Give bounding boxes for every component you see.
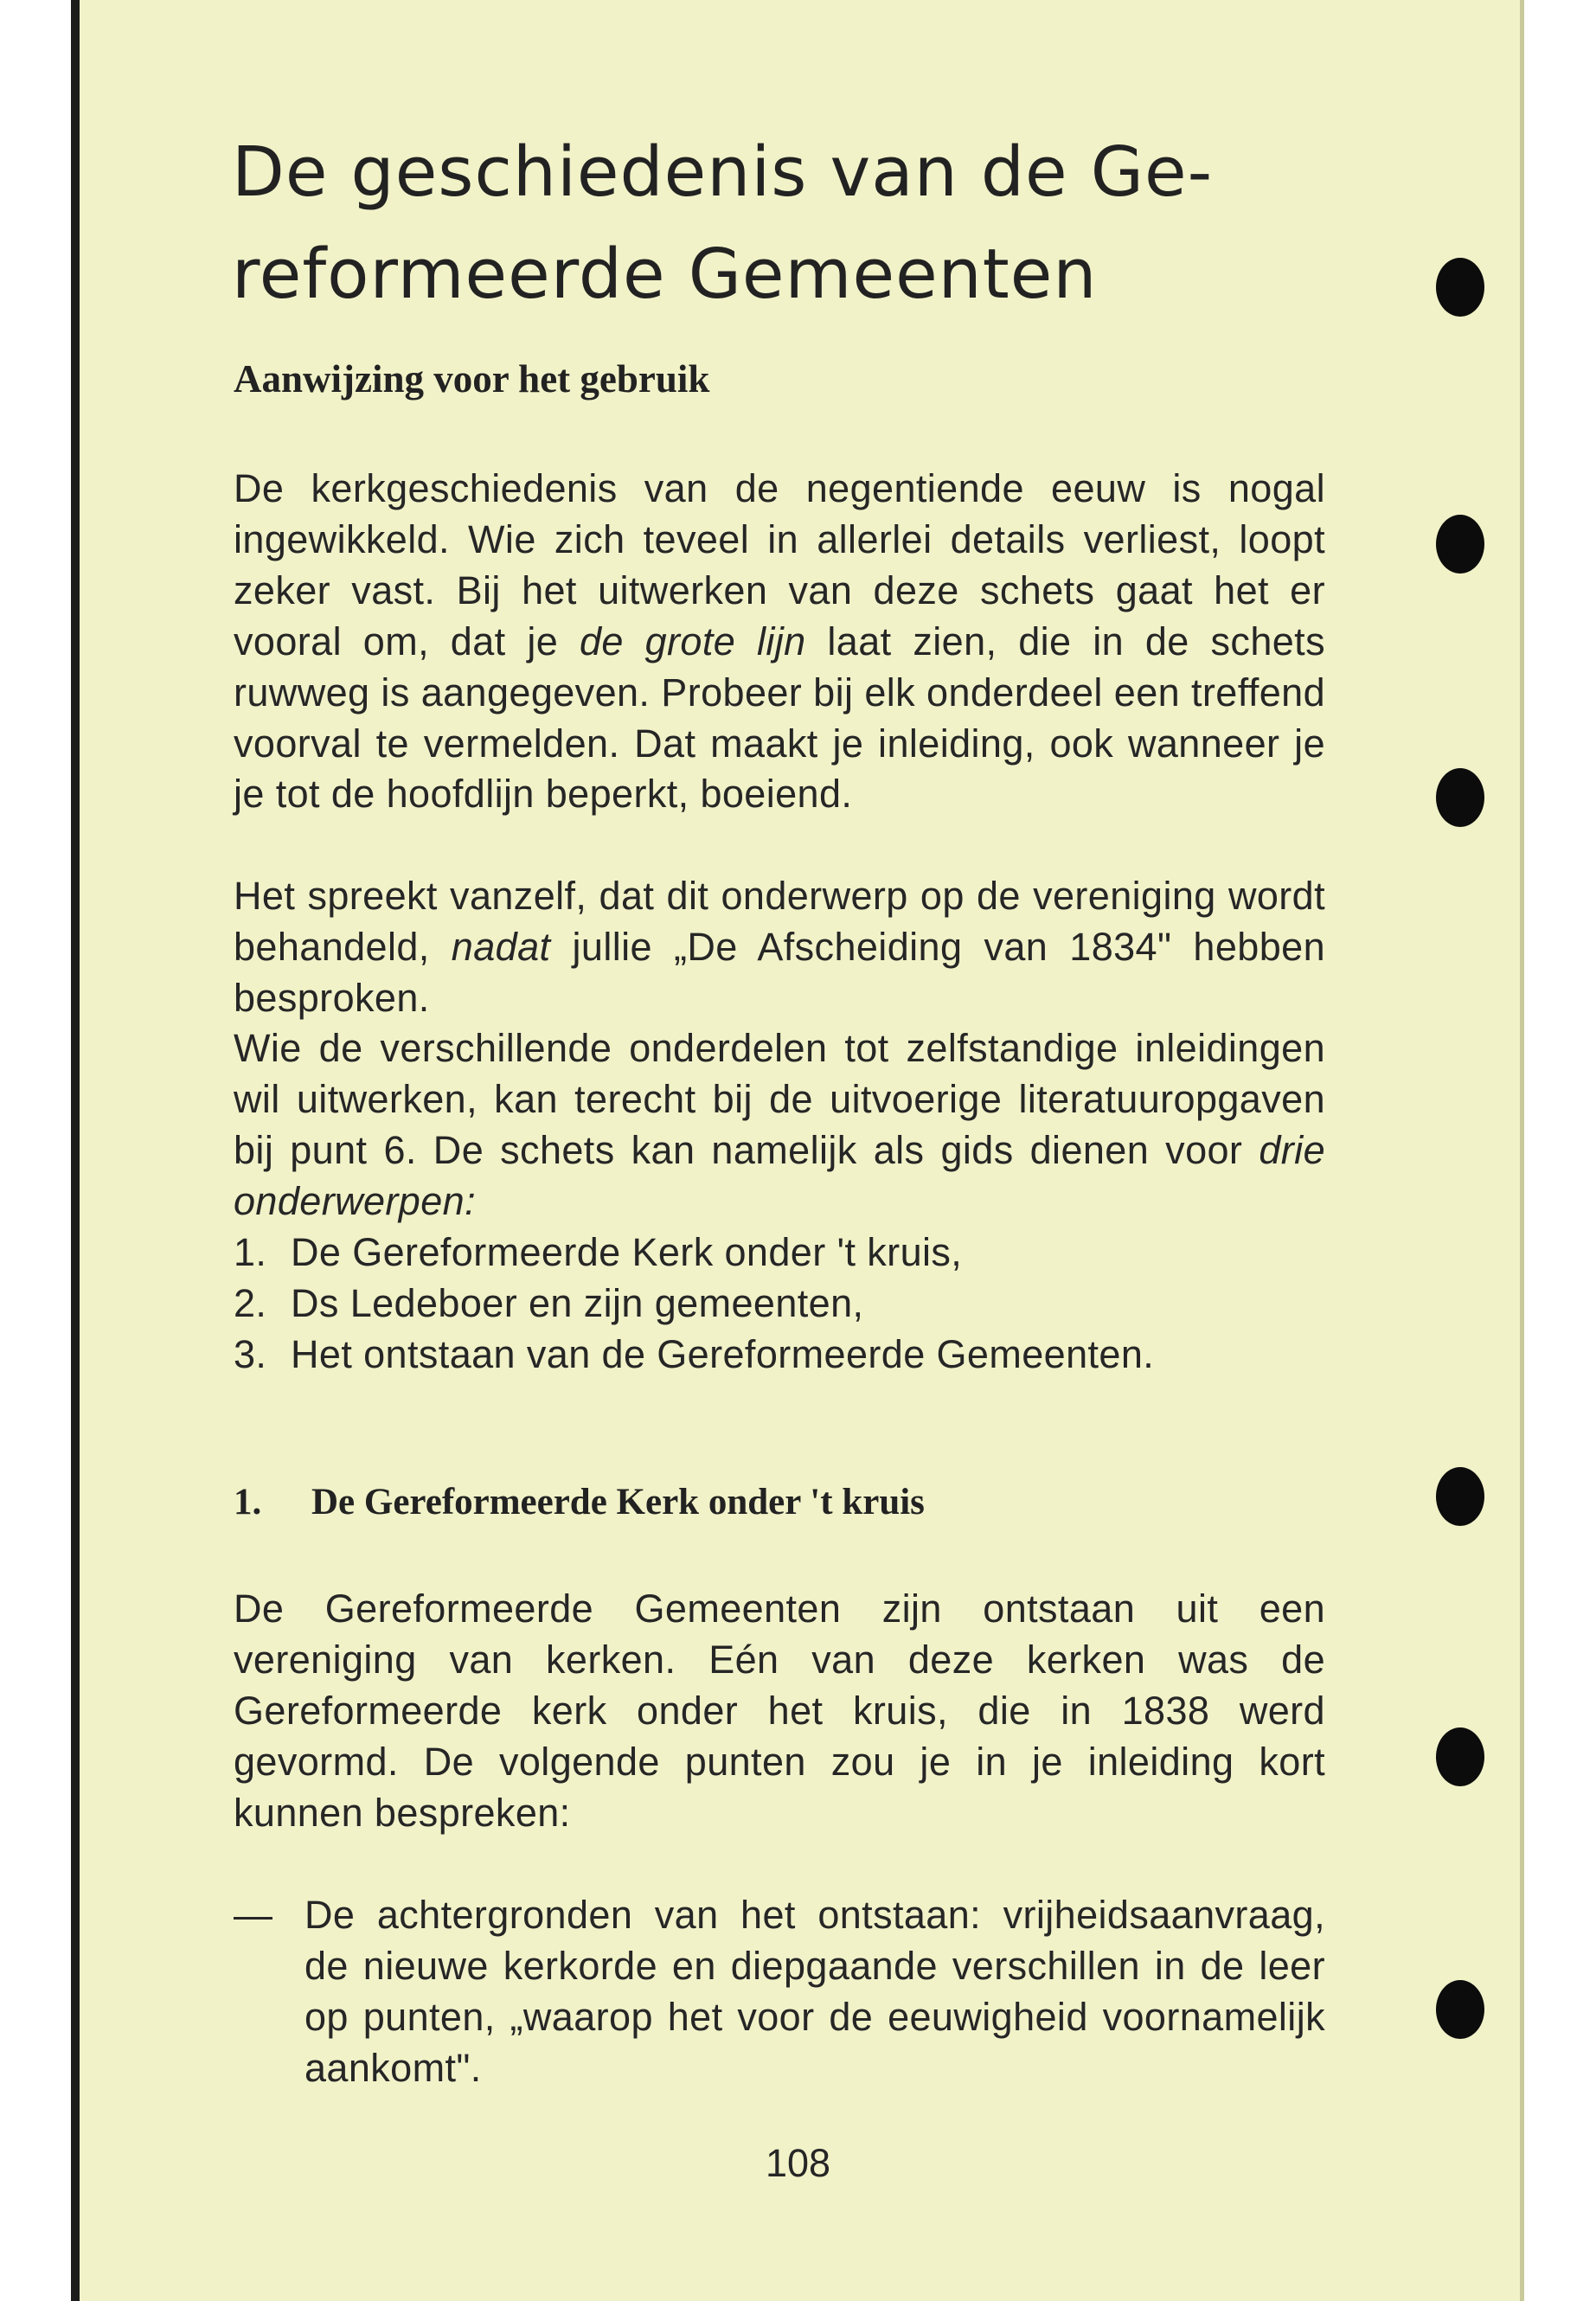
binder-hole <box>1436 1727 1484 1786</box>
binder-hole <box>1436 1467 1484 1526</box>
binder-hole <box>1436 1980 1484 2039</box>
list-text: De Gereformeerde Kerk onder 't kruis, <box>291 1230 963 1274</box>
intro-paragraph-3 <box>234 1023 1325 1227</box>
intro-paragraph-2 <box>234 871 1325 1024</box>
page-left-edge <box>71 0 80 2301</box>
intro-emphasis: nadat <box>451 924 551 969</box>
list-text: Ds Ledeboer en zijn gemeenten, <box>291 1280 864 1325</box>
topics-list <box>234 1227 1325 1381</box>
section-number: 1. <box>234 1482 262 1522</box>
list-item <box>234 1330 1325 1381</box>
usage-subheading: Aanwijzing voor het gebruik <box>234 357 710 401</box>
section-1-heading <box>234 1481 925 1523</box>
intro-text: laat zien, die in de schets ruwweg is aangegeven. Probeer bij elk onderdeel een treffend voorval te vermelden. Dat maakt je inleiding, ook wanneer je je tot de hoofdlijn beperkt, boeiend. <box>234 619 1325 817</box>
list-number: 2. <box>234 1280 267 1325</box>
list-text: Het ontstaan van de Gereformeerde Gemeenten. <box>291 1331 1155 1376</box>
intro-text: Het spreekt vanzelf, dat dit onderwerp op de vereniging wordt behandeld, <box>234 874 1325 969</box>
bullet-text: De achtergronden van het ontstaan: vrijheidsaanvraag, de nieuwe kerkorde en diepgaande verschillen in de leer op punten, „waarop het voor de eeuwigheid voornamelijk aankomt". <box>304 1893 1325 2090</box>
binder-hole <box>1436 515 1484 574</box>
binder-hole <box>1436 258 1484 317</box>
list-number: 1. <box>234 1230 267 1274</box>
binder-hole <box>1436 768 1484 827</box>
dash-mark: — <box>234 1893 273 1937</box>
page-number: 108 <box>765 2141 831 2185</box>
section-1-bullet <box>234 1890 1325 2094</box>
intro-text: Wie de verschillende onderdelen tot zelfstandige inleidingen wil uitwerken, kan terecht bij de uitvoerige literatuuropgaven bij punt 6. De schets kan namelijk als gids dienen voor <box>234 1026 1325 1172</box>
intro-text: De kerkgeschiedenis van de negentiende eeuw is nogal ingewikkeld. Wie zich teveel in allerlei details verliest, loopt zeker vast. Bij het uitwerken van deze schets gaat het er vooral om, dat je <box>234 466 1325 663</box>
intro-paragraph-1 <box>234 464 1325 820</box>
intro-emphasis: drie onderwerpen: <box>234 1127 1325 1223</box>
title-line-1: De geschiedenis van de Ge- <box>232 132 1214 212</box>
intro-text: jullie „De Afscheiding van 1834" hebben besproken. <box>234 924 1325 1020</box>
section-title: De Gereformeerde Kerk onder 't kruis <box>311 1482 925 1522</box>
title-line-2: reformeerde Gemeenten <box>232 234 1098 314</box>
list-item <box>234 1279 1325 1330</box>
list-item <box>234 1227 1325 1279</box>
list-number: 3. <box>234 1331 267 1376</box>
section-1-body: De Gereformeerde Gemeenten zijn ontstaan uit een vereniging van kerken. Eén van deze kerken was de Gereformeerde kerk onder het kruis, die in 1838 werd gevormd. De volgende punten zou je in je inleiding kort kunnen bespreken: <box>234 1586 1325 1835</box>
page-title <box>232 121 1356 325</box>
intro-emphasis: de grote lijn <box>579 619 806 663</box>
page-right-edge <box>1520 0 1524 2301</box>
